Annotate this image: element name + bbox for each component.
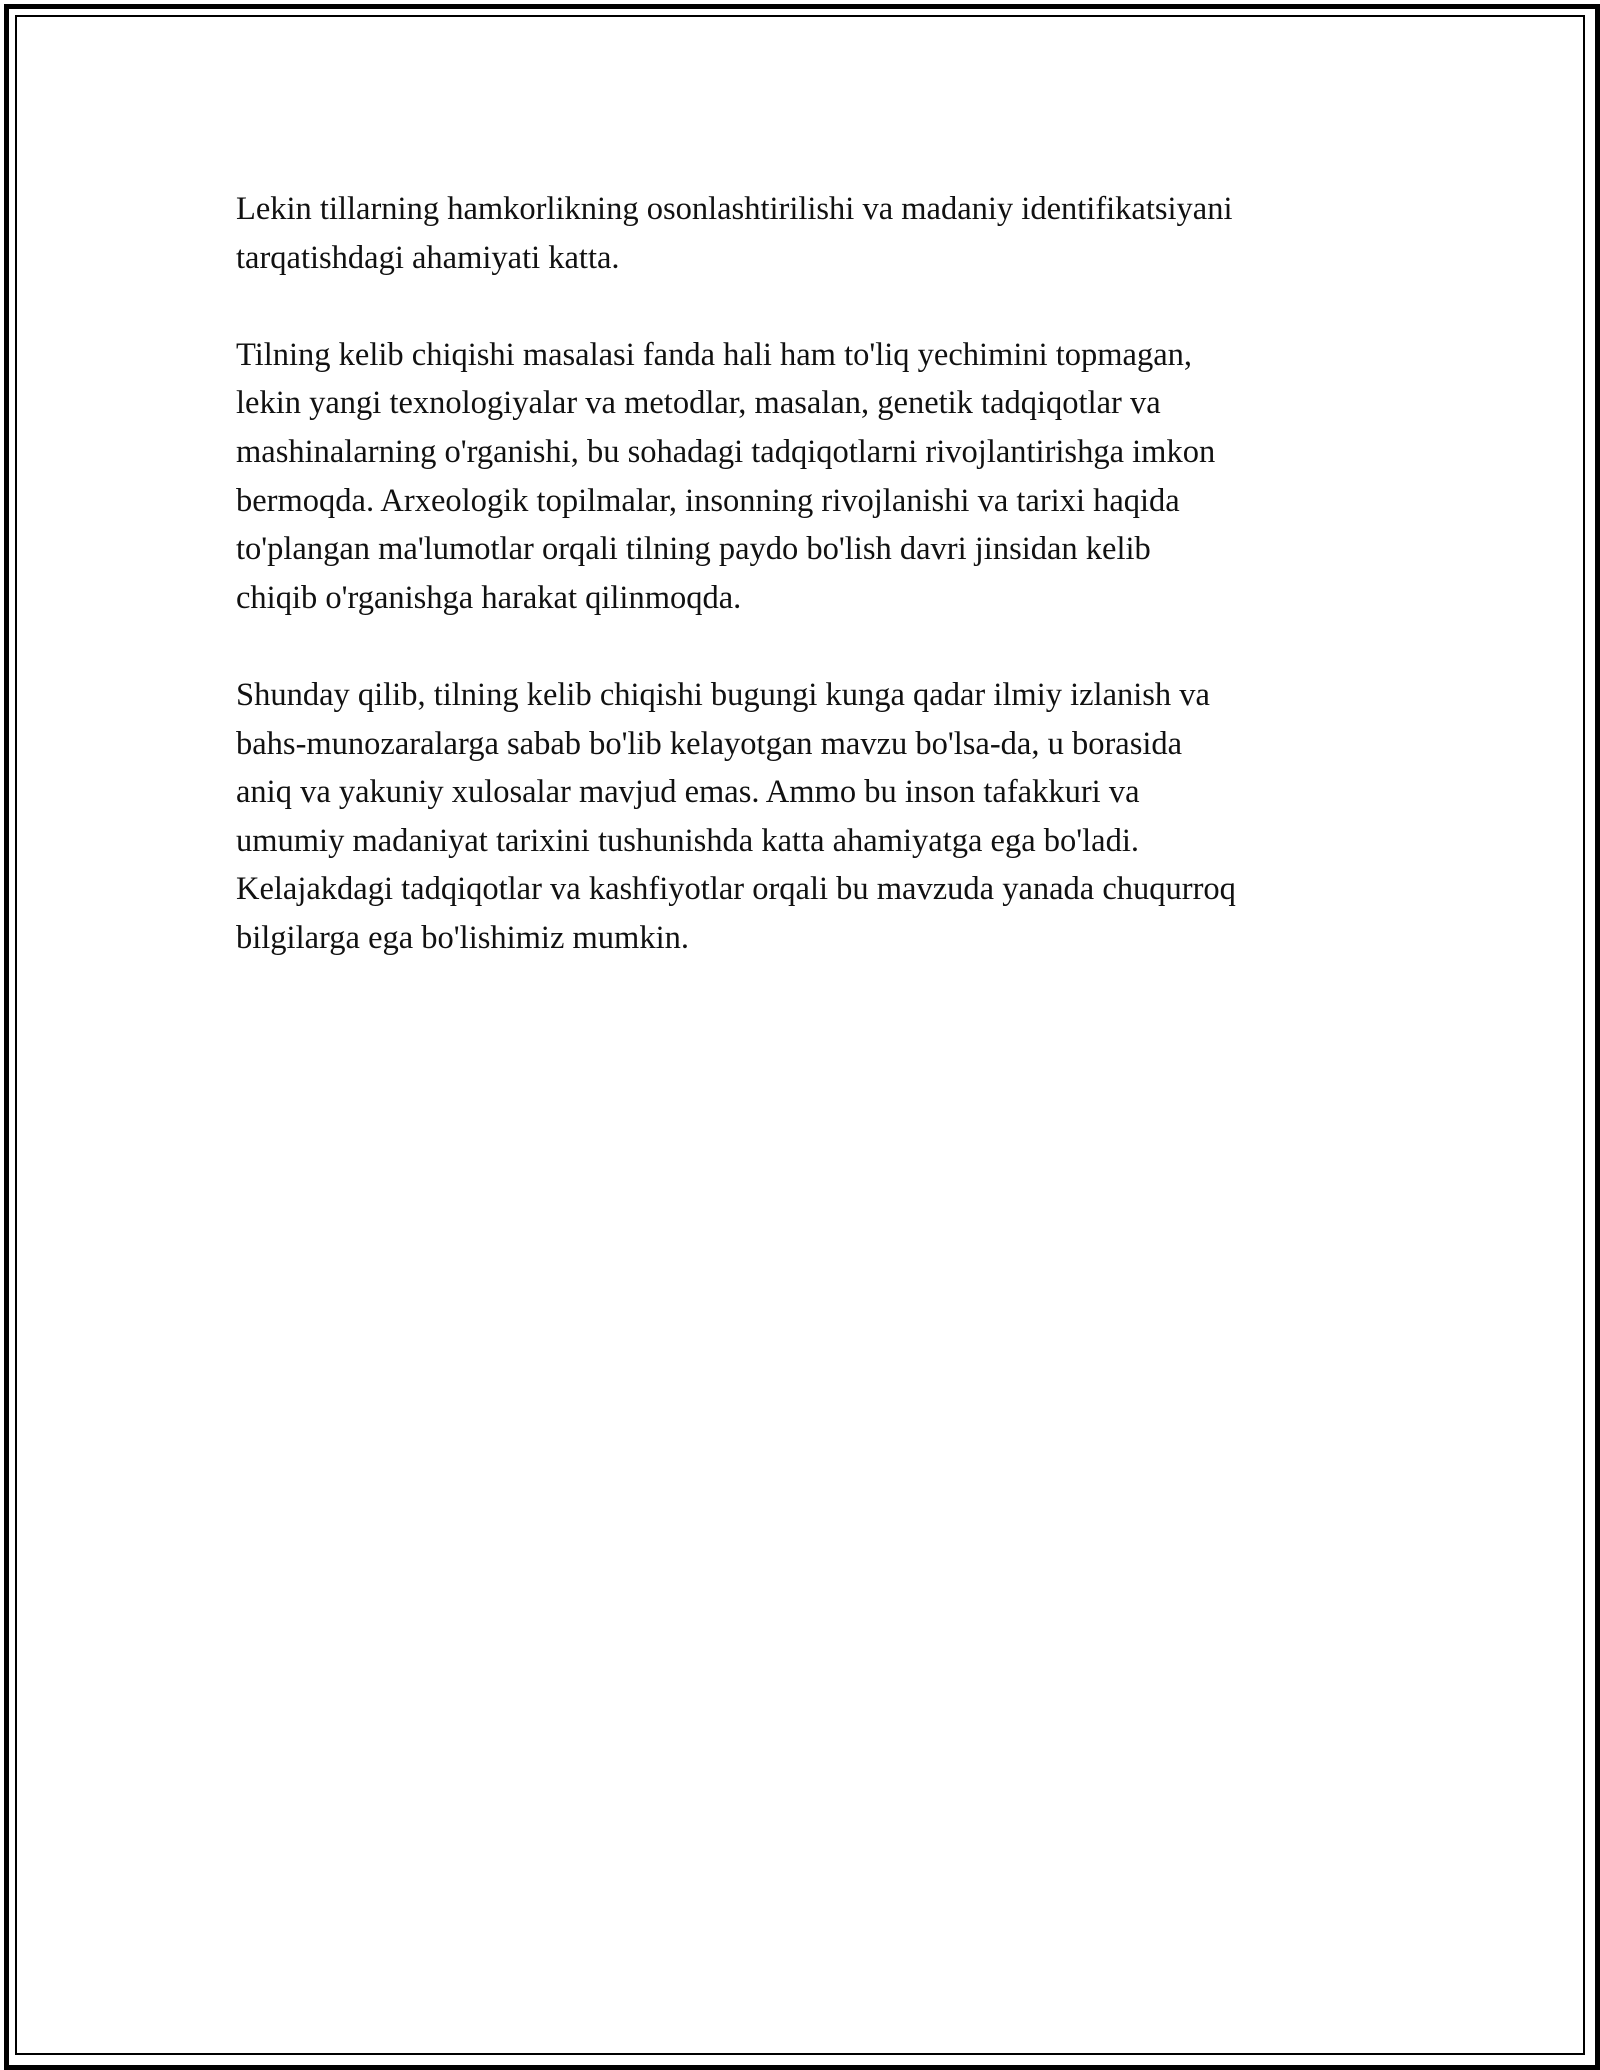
paragraph-line: Tilning kelib chiqishi masalasi fanda hali ham to'liq yechimini topmagan,: [236, 336, 1193, 373]
paragraph-line: mashinalarning o'rganishi, bu sohadagi tadqiqotlarni rivojlantirishga imkon: [236, 433, 1216, 470]
paragraph-line: tarqatishdagi ahamiyati katta.: [236, 239, 620, 276]
paragraph-line: Lekin tillarning hamkorlikning osonlashtirilishi va madaniy identifikatsiyani: [236, 191, 1233, 227]
paragraph-line: Kelajakdagi tadqiqotlar va kashfiyotlar orqali bu mavzuda yanada chuqurroq: [236, 871, 1236, 908]
paragraph-line: lekin yangi texnologiyalar va metodlar, masalan, genetik tadqiqotlar va: [236, 385, 1161, 422]
paragraph-1: [236, 185, 1396, 282]
paragraph-line: to'plangan ma'lumotlar orqali tilning paydo bo'lish davri jinsidan kelib: [236, 531, 1151, 568]
paragraph-2: [236, 331, 1396, 623]
paragraph-line: aniq va yakuniy xulosalar mavjud emas. Ammo bu inson tafakkuri va: [236, 774, 1140, 811]
paragraph-line: umumiy madaniyat tarixini tushunishda katta ahamiyatga ega bo'ladi.: [236, 822, 1139, 859]
document-body: [236, 185, 1396, 1011]
paragraph-line: bilgilarga ega bo'lishimiz mumkin.: [236, 919, 689, 956]
paragraph-line: chiqib o'rganishga harakat qilinmoqda.: [236, 579, 742, 616]
paragraph-line: Shunday qilib, tilning kelib chiqishi bugungi kunga qadar ilmiy izlanish va: [236, 676, 1210, 713]
paragraph-line: bermoqda. Arxeologik topilmalar, insonning rivojlanishi va tarixi haqida: [236, 482, 1180, 519]
paragraph-line: bahs-munozaralarga sabab bo'lib kelayotgan mavzu bo'lsa-da, u borasida: [236, 725, 1183, 762]
paragraph-3: [236, 671, 1396, 963]
